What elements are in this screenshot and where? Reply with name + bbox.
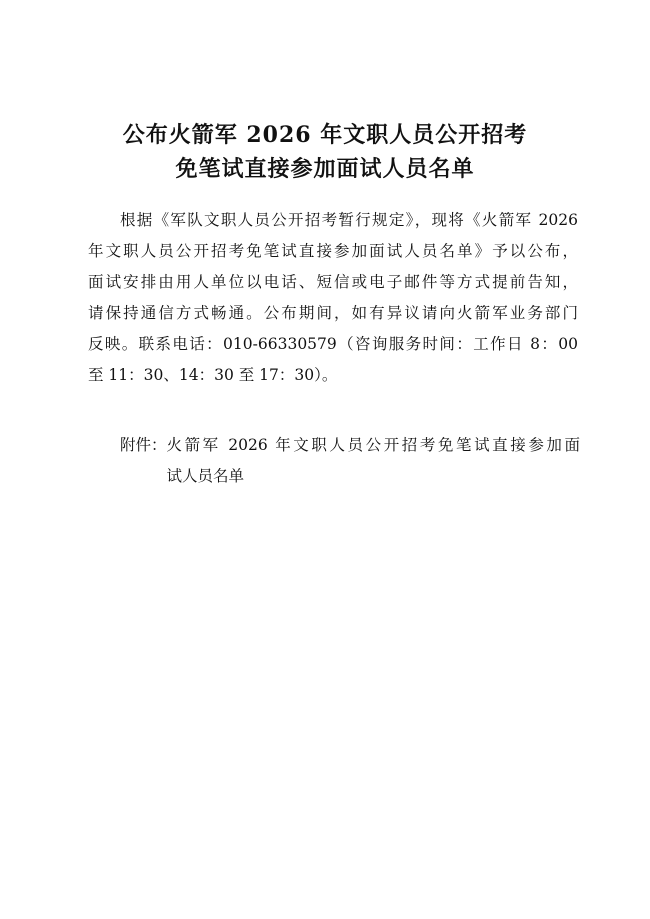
paragraph-line: 根据《军队文职人员公开招考暂行规定》，现将《火箭军 2026 (120, 211, 578, 229)
paragraph-line: 至 11：30、14：30 至 17：30）。 (88, 366, 338, 384)
document-title-line-2: 免笔试直接参加面试人员名单 (175, 156, 475, 182)
attachment-section (120, 430, 580, 492)
attachment-title (167, 430, 580, 492)
attachment-title-line: 火箭军 2026 年文职人员公开招考免笔试直接参加面 (166, 436, 580, 454)
attachment-title-line: 试人员名单 (166, 467, 245, 485)
paragraph-line: 反映。联系电话：010-66330579（咨询服务时间：工作日 8：00 (88, 335, 578, 353)
paragraph-line: 面试安排由用人单位以电话、短信或电子邮件等方式提前告知， (88, 273, 578, 291)
paragraph-line: 请保持通信方式畅通。公布期间，如有异议请向火箭军业务部门 (88, 304, 578, 322)
document-title-line-1: 公布火箭军 2026 年文职人员公开招考 (122, 122, 528, 148)
attachment-label: 附件： (120, 436, 167, 454)
paragraph-line: 年文职人员公开招考免笔试直接参加面试人员名单》予以公布， (88, 242, 578, 260)
announcement-paragraph (88, 205, 578, 391)
